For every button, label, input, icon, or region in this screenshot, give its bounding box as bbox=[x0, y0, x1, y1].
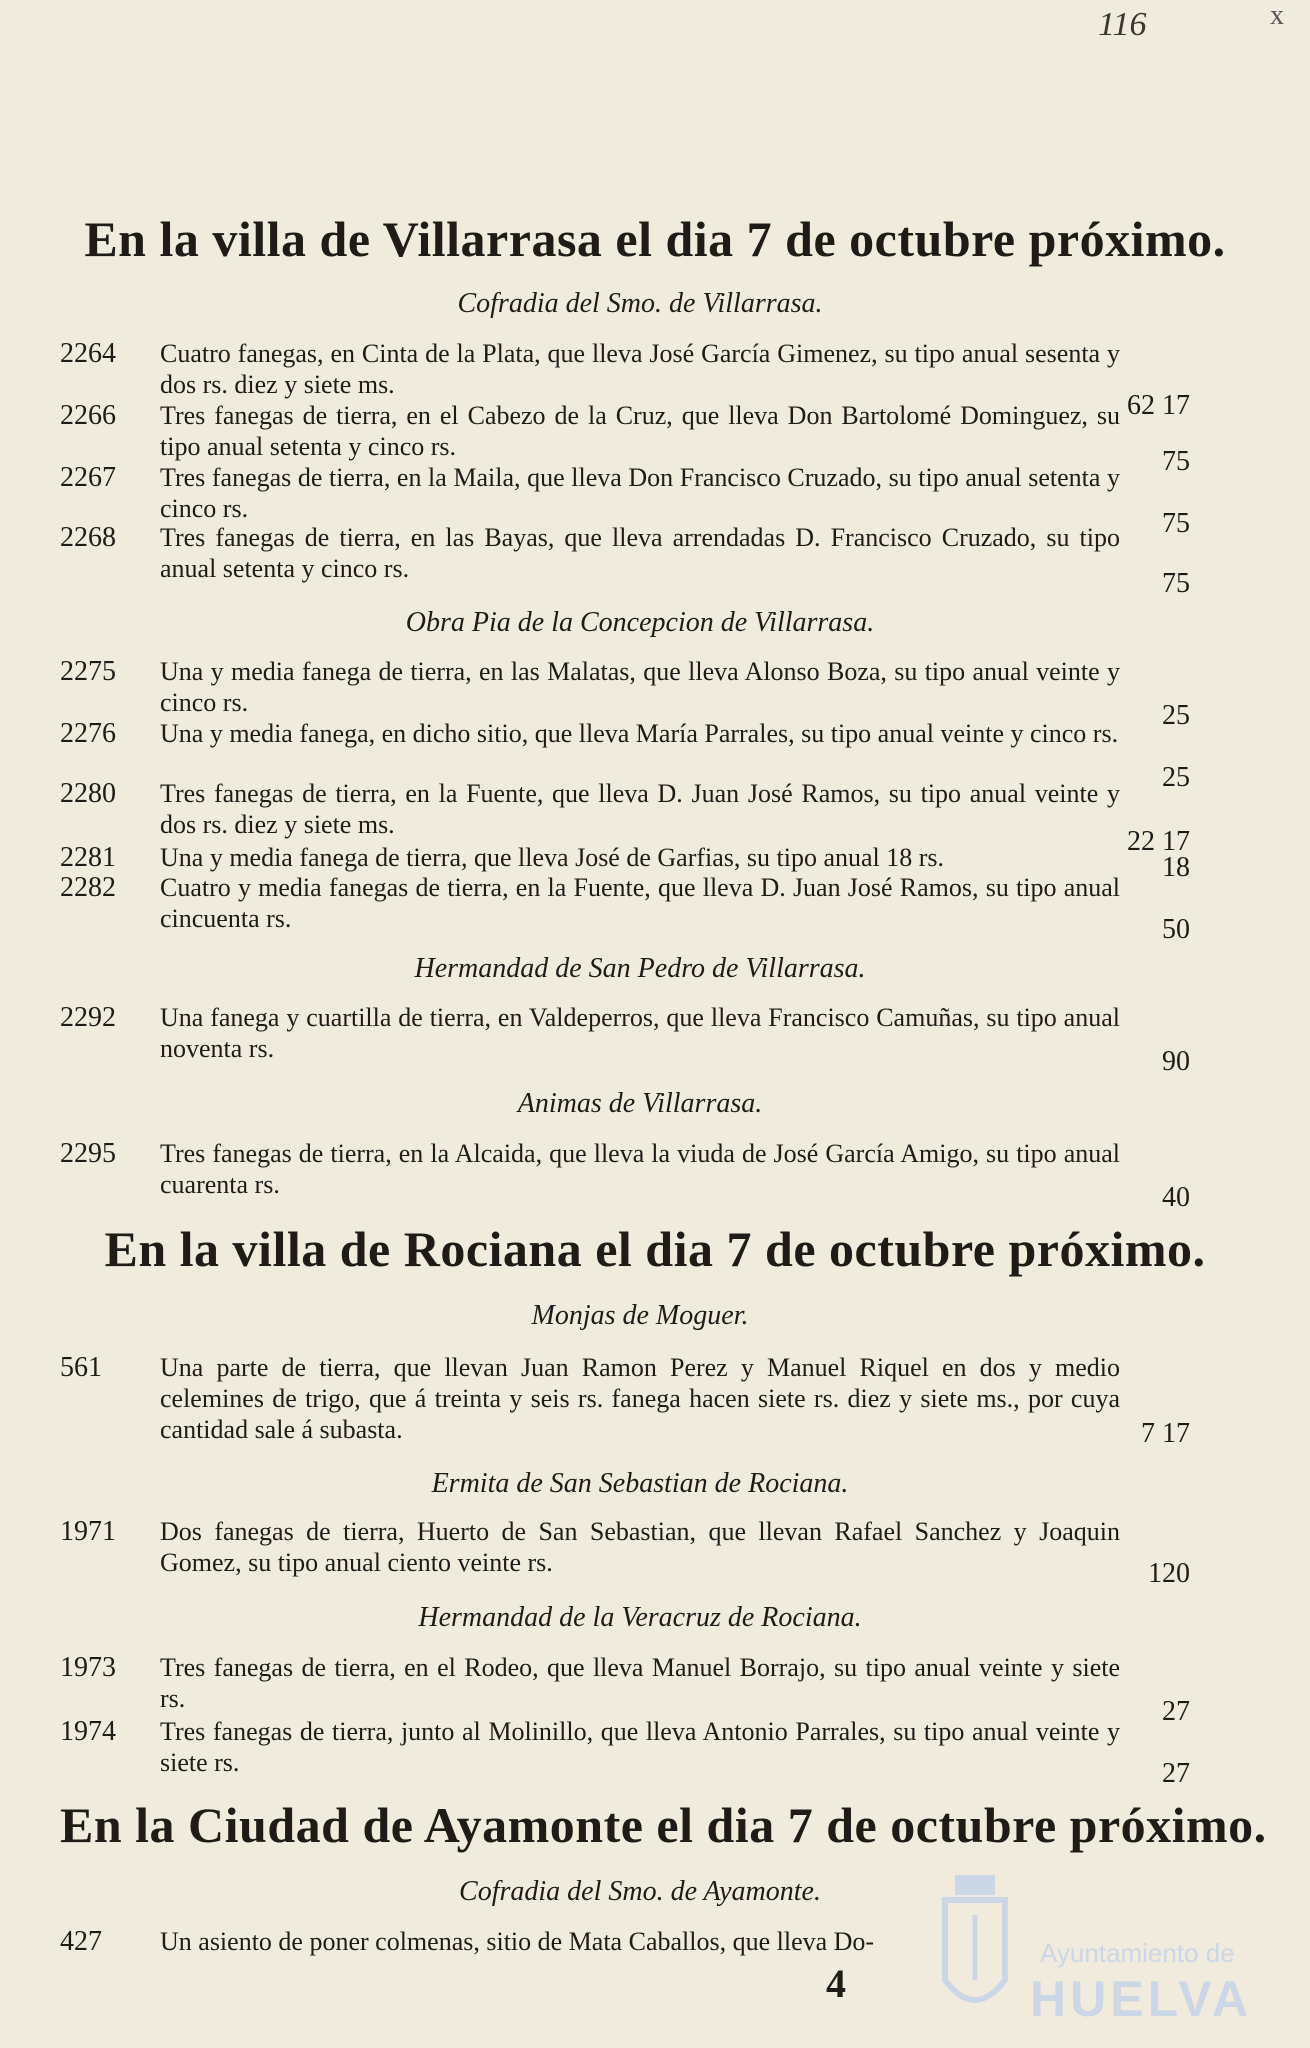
entry-text: Tres fanegas de tierra, junto al Molinillo, que lleva Antonio Parrales, su tipo anual veinte y siete rs. bbox=[160, 1717, 1120, 1777]
entry-amount: 25 bbox=[1162, 700, 1190, 731]
entry-number: 2275 bbox=[60, 656, 116, 687]
entry-text: Una fanega y cuartilla de tierra, en Valdeperros, que lleva Francisco Camuñas, su tipo anual noventa rs. bbox=[160, 1003, 1120, 1063]
watermark-top-text: Ayuntamiento de bbox=[1040, 1938, 1235, 1968]
section-obra-pia: Obra Pia de la Concepcion de Villarrasa. bbox=[405, 607, 875, 638]
section-cofradia-ayamonte: Cofradia del Smo. de Ayamonte. bbox=[459, 1876, 821, 1907]
entry-number: 2266 bbox=[60, 400, 116, 431]
entry-number: 561 bbox=[60, 1352, 102, 1383]
entry-text: Un asiento de poner colmenas, sitio de Mata Caballos, que lleva Do- bbox=[160, 1927, 875, 1956]
entry-number: 2280 bbox=[60, 778, 116, 809]
page-number: 4 bbox=[826, 1961, 846, 2006]
entry-text: Dos fanegas de tierra, Huerto de San Sebastian, que llevan Rafael Sanchez y Joaquin Gomez, su tipo anual ciento veinte rs. bbox=[160, 1517, 1120, 1577]
section-ermita-san-sebastian: Ermita de San Sebastian de Rociana. bbox=[431, 1468, 849, 1499]
entry-text: Tres fanegas de tierra, en la Maila, que lleva Don Francisco Cruzado, su tipo anual setenta y cinco rs. bbox=[160, 463, 1120, 523]
watermark-main-text: HUELVA bbox=[1030, 1971, 1253, 2027]
entry-text: Tres fanegas de tierra, en el Cabezo de la Cruz, que lleva Don Bartolomé Dominguez, su tipo anual setenta y cinco rs. bbox=[160, 401, 1120, 461]
section-hermandad-san-pedro: Hermandad de San Pedro de Villarrasa. bbox=[414, 953, 866, 984]
entry-amount: 22 17 bbox=[1127, 826, 1190, 857]
folio-number: 116 bbox=[1098, 6, 1147, 43]
corner-mark: x bbox=[1270, 0, 1284, 31]
entry-text: Una y media fanega de tierra, que lleva José de Garfias, su tipo anual 18 rs. bbox=[160, 843, 945, 872]
entry-number: 2281 bbox=[60, 842, 116, 873]
entry-amount: 27 bbox=[1162, 1758, 1190, 1789]
entry-amount: 62 17 bbox=[1127, 390, 1190, 421]
entry-text: Una y media fanega de tierra, en las Malatas, que lleva Alonso Boza, su tipo anual veinte y cinco rs. bbox=[160, 657, 1120, 717]
entry-number: 1974 bbox=[60, 1716, 116, 1747]
entry-text: Tres fanegas de tierra, en el Rodeo, que lleva Manuel Borrajo, su tipo anual veinte y siete rs. bbox=[160, 1653, 1120, 1713]
entry-text: Tres fanegas de tierra, en la Fuente, que lleva D. Juan José Ramos, su tipo anual veinte y dos rs. diez y siete ms. bbox=[160, 779, 1120, 839]
entry-number: 2282 bbox=[60, 872, 116, 903]
entry-amount: 18 bbox=[1162, 852, 1190, 883]
entry-amount: 90 bbox=[1162, 1046, 1190, 1077]
watermark-huelva bbox=[930, 1860, 1300, 2040]
entry-number: 2276 bbox=[60, 718, 116, 749]
entry-number: 2295 bbox=[60, 1138, 116, 1169]
entry-number: 2268 bbox=[60, 522, 116, 553]
entry-text: Una y media fanega, en dicho sitio, que lleva María Parrales, su tipo anual veinte y cinco rs. bbox=[160, 719, 1119, 748]
entry-amount: 25 bbox=[1162, 762, 1190, 793]
entry-text: Tres fanegas de tierra, en la Alcaida, que lleva la viuda de José García Amigo, su tipo anual cuarenta rs. bbox=[160, 1139, 1120, 1199]
entry-number: 2292 bbox=[60, 1002, 116, 1033]
section-hermandad-veracruz: Hermandad de la Veracruz de Rociana. bbox=[418, 1602, 862, 1633]
entry-amount: 40 bbox=[1162, 1182, 1190, 1213]
entry-number: 1971 bbox=[60, 1516, 116, 1547]
entry-text: Cuatro fanegas, en Cinta de la Plata, que lleva José García Gimenez, su tipo anual sesenta y dos rs. diez y siete ms. bbox=[160, 339, 1120, 399]
entry-amount: 75 bbox=[1162, 446, 1190, 477]
section-monjas-moguer: Monjas de Moguer. bbox=[531, 1300, 749, 1331]
entry-text: Una parte de tierra, que llevan Juan Ramon Perez y Manuel Riquel en dos y medio celemines de trigo, que á treinta y seis rs. fanega hacen siete rs. diez y siete ms., por cuya cantidad sale á subasta. bbox=[160, 1353, 1120, 1444]
section-cofradia-villarrasa: Cofradia del Smo. de Villarrasa. bbox=[457, 288, 823, 319]
entry-text: Cuatro y media fanegas de tierra, en la Fuente, que lleva D. Juan José Ramos, su tipo anual cincuenta rs. bbox=[160, 873, 1120, 933]
entry-amount: 120 bbox=[1148, 1558, 1190, 1589]
entry-text: Tres fanegas de tierra, en las Bayas, que lleva arrendadas D. Francisco Cruzado, su tipo anual setenta y cinco rs. bbox=[160, 523, 1120, 583]
entry-number: 2267 bbox=[60, 462, 116, 493]
entry-amount: 50 bbox=[1162, 914, 1190, 945]
entry-number: 427 bbox=[60, 1926, 102, 1957]
section-animas: Animas de Villarrasa. bbox=[517, 1088, 763, 1119]
entry-number: 2264 bbox=[60, 338, 116, 369]
entry-amount: 75 bbox=[1162, 568, 1190, 599]
heading-ayamonte: En la Ciudad de Ayamonte el dia 7 de octubre próximo. bbox=[60, 1797, 1267, 1853]
heading-rociana: En la villa de Rociana el dia 7 de octubre próximo. bbox=[104, 1221, 1206, 1277]
entry-amount: 75 bbox=[1162, 508, 1190, 539]
heading-villarrasa: En la villa de Villarrasa el dia 7 de octubre próximo. bbox=[84, 211, 1226, 267]
entry-amount: 7 17 bbox=[1141, 1418, 1190, 1449]
crest-icon bbox=[930, 1860, 1020, 2030]
entry-amount: 27 bbox=[1162, 1696, 1190, 1727]
entry-number: 1973 bbox=[60, 1652, 116, 1683]
